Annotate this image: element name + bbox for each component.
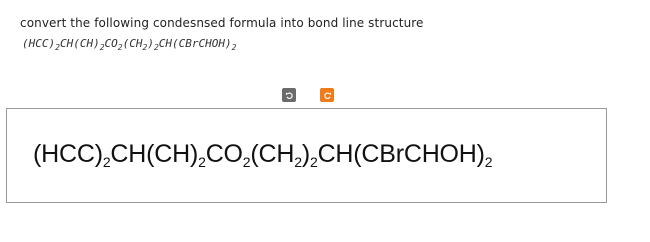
formula-part: $CH(CBrCHOH)_2$ [158,37,237,52]
undo-button[interactable] [282,88,296,102]
formula-part: $CO_2$ [205,140,251,170]
redo-button[interactable] [320,88,334,102]
drawing-canvas[interactable] [6,108,607,203]
undo-icon [285,91,294,100]
formula-part: ($CH_2$ [250,140,302,170]
formula-part: $CH(CBrCHOH)_2$ [317,140,493,170]
canvas-formula [33,140,492,169]
formula-part: $(HCC)_2$ [33,140,111,170]
redo-icon [323,91,332,100]
formula-part: $CH(CH)_2$ [59,37,105,52]
condensed-formula [22,37,236,50]
formula-part: )$_2$ [301,140,318,170]
formula-part: )$_2$ [147,37,159,52]
question-text: convert the following condesnsed formula into bond line structure [20,16,424,30]
formula-part: $CH(CH)_2$ [110,140,206,170]
formula-part: $CO_2$ [104,37,123,52]
formula-part: $(HCC)_2$ [22,37,60,52]
formula-part: ($CH_2$ [122,37,148,52]
